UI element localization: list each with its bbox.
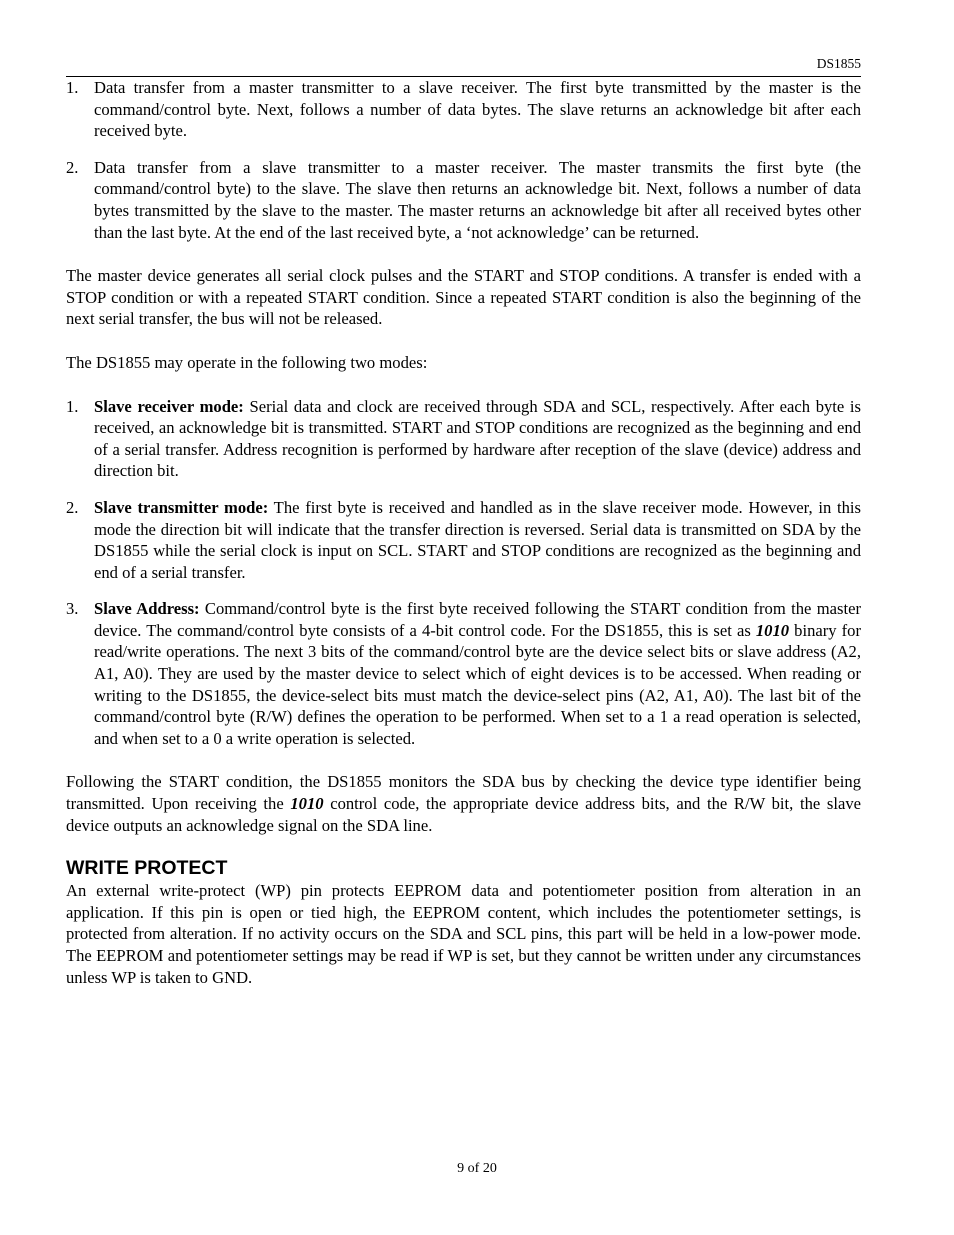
list-item-text: The first byte is received and handled as in the slave receiver mode. However, in this mode the direction bit will indicate that the transfer direction is reversed. Serial data is transmitted on SDA by the DS1855 while the serial clock is input on SCL. START and STOP conditions are recognized as the beginning and end of a serial transfer. [94,497,861,582]
paragraph-start-condition [66,771,861,836]
page-header [66,56,861,77]
list-item [66,497,861,583]
control-code: 1010 [755,620,790,640]
list-item [66,396,861,482]
page-number: 9 of 20 [457,1161,497,1176]
list-item-text: Serial data and clock are received through SDA and SCL, respectively. After each byte is received, an acknowledge bit is transmitted. START and STOP conditions are recognized as the beginning and end of a serial transfer. Address recognition is performed by hardware after reception of the slave (device) address and direction bit. [94,396,861,481]
list-item-text: Command/control byte is the first byte received following the START condition from the master device. The command/control byte consists of a 4-bit control code. For the DS1855, this is set as [94,599,861,640]
paragraph-text: Following the START condition, the DS1855 monitors the SDA bus by checking the device type identifier being transmitted. Upon receiving the [66,772,861,814]
list-item-number: 3. [66,599,79,619]
list-item-number: 2. [66,157,79,177]
paragraph-modes-intro: The DS1855 may operate in the following two modes: [66,352,428,372]
modes-list [66,396,861,750]
list-item-label: Slave Address: [94,599,200,619]
paragraph-write-protect: An external write-protect (WP) pin protects EEPROM data and potentiometer position from alteration in an application. If this pin is open or tied high, the EEPROM content, which includes the potentiometer settings, is protected from alteration. If no activity occurs on the SDA and SCL pins, this part will be held in a low-power mode. The EEPROM and potentiometer settings may be read if WP is set, but they cannot be written under any circumstances unless WP is taken to GND. [66,881,861,987]
list-item [66,77,861,142]
list-item-label: Slave receiver mode: [94,396,244,416]
page-content [66,77,861,988]
document-id: DS1855 [816,56,861,71]
list-item-number: 1. [66,78,79,97]
list-item-number: 1. [66,396,79,416]
paragraph-master-device: The master device generates all serial clock pulses and the START and STOP conditions. A transfer is ended with a STOP condition or with a repeated START condition. Since a repeated START condition is also the beginning of the next serial transfer, the bus will not be released. [66,266,861,329]
list-item-text: Data transfer from a slave transmitter to a master receiver. The master transmits the first byte (the command/control byte) to the slave. The slave then returns an acknowledge bit. Next, follows a number of data bytes transmitted by the slave to the master. The master returns an acknowledge bit after all received bytes other than the last byte. At the end of the last received byte, a ‘not acknowledge’ can be returned. [94,157,861,242]
paragraph-text: control code, the appropriate device address bits, and the R/W bit, the slave device outputs an acknowledge signal on the SDA line. [66,794,861,835]
list-item [66,157,861,243]
transfer-types-list [66,77,861,243]
section-heading-write-protect: WRITE PROTECT [66,857,228,880]
list-item [66,598,861,749]
control-code: 1010 [290,794,324,814]
list-item-text: binary for read/write operations. The next 3 bits of the command/control byte are the device select bits or slave address (A2, A1, A0). They are used by the master device to select which of eight devices is to be accessed. When reading or writing to the DS1855, the device-select bits must match the device-select pins (A2, A1, A0). The last bit of the command/control byte (R/W) defines the operation to be performed. When set to a 1 a read operation is selected, and when set to a 0 a write operation is selected. [94,620,861,748]
list-item-label: Slave transmitter mode: [94,497,269,517]
list-item-text: Data transfer from a master transmitter to a slave receiver. The first byte transmitted by the master is the command/control byte. Next, follows a number of data bytes. The slave returns an acknowledge bit after each received byte. [94,78,861,141]
list-item-number: 2. [66,497,79,517]
